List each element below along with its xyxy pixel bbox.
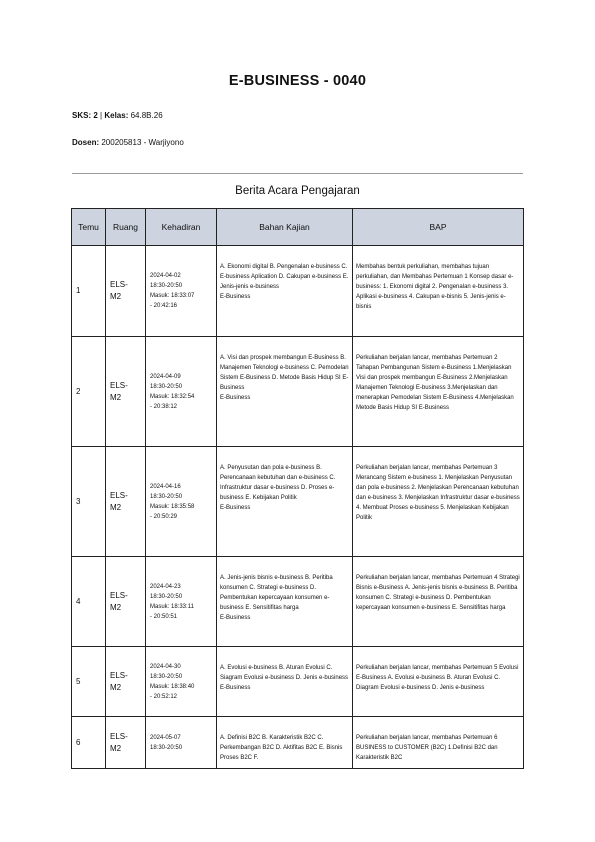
cell-bahan-kajian: A. Penyusutan dan pola e-business B. Perencanaan kebutuhan dan e-business C. Infrastruktur dasar e-business D. Proses e-business E. Kebijakan Politik E-Business xyxy=(217,447,353,557)
kelas-label: Kelas: xyxy=(104,111,129,120)
table-row xyxy=(72,447,524,557)
course-info-line xyxy=(72,111,163,120)
cell-kehadiran: 2024-04-09 18:30-20:50 Masuk: 18:32:54 - 20:38:12 xyxy=(146,337,217,447)
table-header-row xyxy=(72,209,524,246)
cell-temu: 3 xyxy=(72,447,106,557)
cell-kehadiran: 2024-05-07 18:30-20:50 xyxy=(146,717,217,769)
cell-bap: Perkuliahan berjalan lancar, membahas Pertemuan 3 Merancang Sistem e-business 1. Menjelaskan Penyusutan dan pola e-business 2. Menjelaskan Perencanaan kebutuhan dan e-business 3. Menjelaskan Infrastruktur dasar e-business 4. Membuat Proses e-business 5. Menjelaskan Kebijakan Politik xyxy=(353,447,524,557)
header-divider xyxy=(72,173,523,174)
sks-label: SKS: xyxy=(72,111,92,120)
cell-bahan-kajian: A. Visi dan prospek membangun E-Business B. Manajemen Teknologi e-business C. Pemodelan Sistem E-Business D. Metode Basis Hidup SI E-Business E-Business xyxy=(217,337,353,447)
cell-bap: Perkuliahan berjalan lancar, membahas Pertemuan 5 Evolusi E-Business A. Evolusi e-business B. Aturan Evolusi C. Diagram Evolusi e-business D. Jenis e-business xyxy=(353,647,524,717)
lecturer-line xyxy=(72,138,184,147)
column-header-ruang: Ruang xyxy=(106,209,146,246)
dosen-value: 200205813 - Warjiyono xyxy=(101,138,184,147)
table-row xyxy=(72,717,524,769)
cell-bahan-kajian: A. Ekonomi digital B. Pengenalan e-business C. E-business Aplication D. Cakupan e-business E. Jenis-jenis e-business E-Business xyxy=(217,246,353,337)
cell-bap: Perkuliahan berjalan lancar, membahas Pertemuan 2 Tahapan Pembangunan Sistem e-Business 1.Menjelaskan Visi dan prospek membangun E-Business 2.Menjelaskan Manajemen Teknologi E-business 3.Menjelaskan dan menerapkan Pemodelan Sistem E-Business 4.Menjelaskan Metode Basis Hidup SI E-Business xyxy=(353,337,524,447)
info-separator: | xyxy=(100,111,103,120)
cell-temu: 4 xyxy=(72,557,106,647)
cell-kehadiran: 2024-04-02 18:30-20:50 Masuk: 18:33:07 - 20:42:16 xyxy=(146,246,217,337)
cell-bahan-kajian: A. Jenis-jenis bisnis e-business B. Peritiba konsumen C. Strategi e-business D. Pembentukan kepercayaan konsumen e-business E. Sensitifitas harga E-Business xyxy=(217,557,353,647)
cell-temu: 2 xyxy=(72,337,106,447)
sks-value: 2 xyxy=(93,111,98,120)
cell-kehadiran: 2024-04-23 18:30-20:50 Masuk: 18:33:11 - 20:50:51 xyxy=(146,557,217,647)
table-row xyxy=(72,337,524,447)
column-header-kehadiran: Kehadiran xyxy=(146,209,217,246)
table-row xyxy=(72,557,524,647)
section-title: Berita Acara Pengajaran xyxy=(235,185,360,197)
column-header-temu: Temu xyxy=(72,209,106,246)
cell-ruang: ELS- M2 xyxy=(106,717,146,769)
table-row xyxy=(72,647,524,717)
cell-bap: Membahas bentuk perkuliahan, membahas tujuan perkuliahan, dan Membahas Pertemuan 1 Konsep dasar e-business: 1. Ekonomi digital 2. Pengenalan e-business 3. Aplikasi e-business 4. Cakupan e-bisnis 5. Jenis-jenis e-bisnis xyxy=(353,246,524,337)
cell-ruang: ELS- M2 xyxy=(106,447,146,557)
bap-table xyxy=(71,208,524,769)
cell-ruang: ELS- M2 xyxy=(106,647,146,717)
cell-bap: Perkuliahan berjalan lancar, membahas Pertemuan 4 Strategi Bisnis e-Business A. Jenis-jenis bisnis e-business B. Peritiba konsumen C. Strategi e-business D. Pembentukan kepercayaan konsumen e-business E. Sensitifitas harga xyxy=(353,557,524,647)
cell-bahan-kajian: A. Definisi B2C B. Karakteristik B2C C. Perkembangan B2C D. Aktifitas B2C E. Bisnis Proses B2C F. xyxy=(217,717,353,769)
cell-kehadiran: 2024-04-16 18:30-20:50 Masuk: 18:35:58 - 20:50:29 xyxy=(146,447,217,557)
cell-temu: 6 xyxy=(72,717,106,769)
kelas-value: 64.8B.26 xyxy=(130,111,163,120)
cell-bahan-kajian: A. Evolusi e-business B. Aturan Evolusi C. Siagram Evolusi e-business D. Jenis e-business E-Business xyxy=(217,647,353,717)
cell-bap: Perkuliahan berjalan lancar, membahas Pertemuan 6 BUSINESS to CUSTOMER (B2C) 1.Definisi B2C dan Karakteristik B2C xyxy=(353,717,524,769)
dosen-label: Dosen: xyxy=(72,138,100,147)
table-row xyxy=(72,246,524,337)
column-header-bap: BAP xyxy=(353,209,524,246)
cell-kehadiran: 2024-04-30 18:30-20:50 Masuk: 18:38:40 - 20:52:12 xyxy=(146,647,217,717)
cell-ruang: ELS- M2 xyxy=(106,557,146,647)
cell-temu: 5 xyxy=(72,647,106,717)
cell-ruang: ELS- M2 xyxy=(106,246,146,337)
column-header-bahan-kajian: Bahan Kajian xyxy=(217,209,353,246)
cell-ruang: ELS- M2 xyxy=(106,337,146,447)
page-title: E-BUSINESS - 0040 xyxy=(228,73,367,89)
cell-temu: 1 xyxy=(72,246,106,337)
